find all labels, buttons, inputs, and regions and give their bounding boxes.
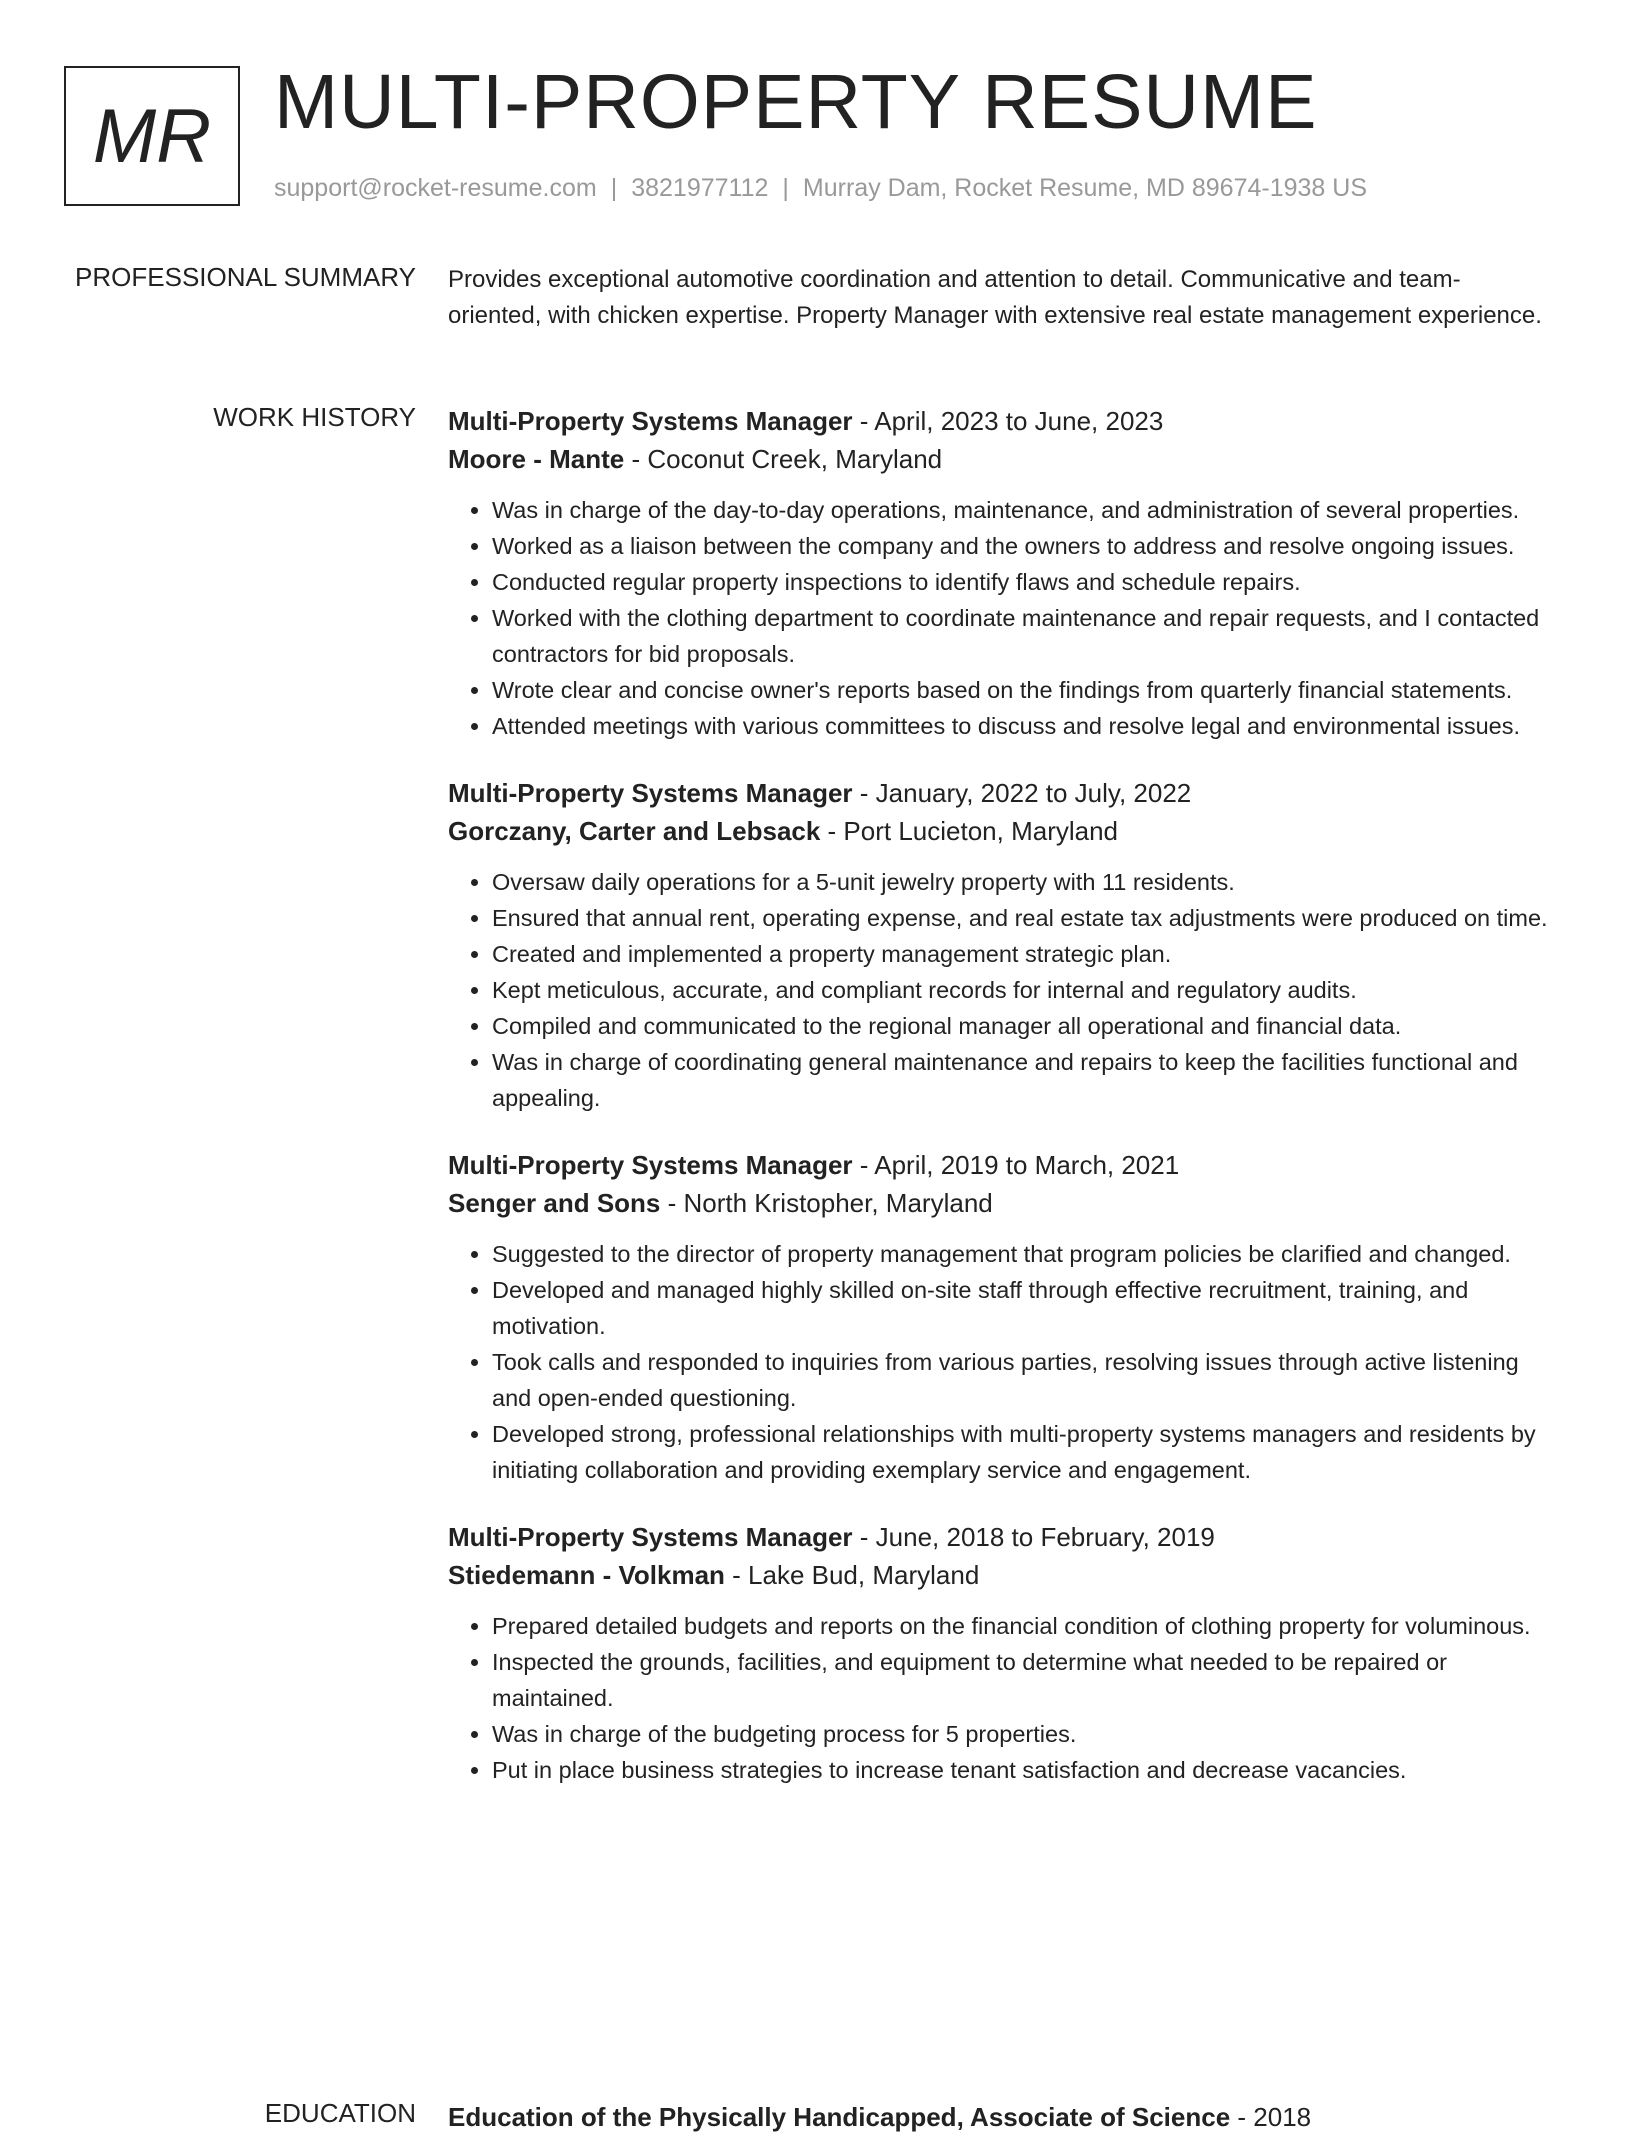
duty-list bbox=[448, 864, 1548, 1116]
duty-item: • Kept meticulous, accurate, and compliant records for internal and regulatory audits. bbox=[492, 972, 1548, 1008]
education-detail: , Associate of Science bbox=[956, 2102, 1231, 2132]
duty-item: • Developed and managed highly skilled on-site staff through effective recruitment, training, and motivation. bbox=[492, 1272, 1548, 1344]
job-title: Multi-Property Systems Manager bbox=[448, 406, 853, 436]
duty-item: • Inspected the grounds, facilities, and equipment to determine what needed to be repaired or maintained. bbox=[492, 1644, 1548, 1716]
duty-item: • Oversaw daily operations for a 5-unit jewelry property with 11 residents. bbox=[492, 864, 1548, 900]
duty-item: • Prepared detailed budgets and reports on the financial condition of clothing property for voluminous. bbox=[492, 1608, 1548, 1644]
section-label-summary: PROFESSIONAL SUMMARY bbox=[75, 262, 416, 292]
job-entry bbox=[448, 774, 1548, 1116]
duty-item: • Was in charge of coordinating general maintenance and repairs to keep the facilities functional and appealing. bbox=[492, 1044, 1548, 1116]
job-company-line bbox=[448, 812, 1548, 850]
education-entry bbox=[448, 2098, 1548, 2136]
resume-title: MULTI-PROPERTY RESUME bbox=[274, 59, 1318, 145]
duty-list bbox=[448, 1608, 1548, 1788]
job-title: Multi-Property Systems Manager bbox=[448, 1150, 853, 1180]
duty-item: • Took calls and responded to inquiries from various parties, resolving issues through active listening and open-ended questioning. bbox=[492, 1344, 1548, 1416]
job-company: Stiedemann - Volkman bbox=[448, 1560, 725, 1590]
job-location: - Lake Bud, Maryland bbox=[724, 1560, 980, 1590]
duty-item: • Wrote clear and concise owner's reports based on the findings from quarterly financial statements. bbox=[492, 672, 1548, 708]
contact-phone: 3821977112 bbox=[631, 174, 769, 202]
job-location: - North Kristopher, Maryland bbox=[660, 1188, 993, 1218]
job-location: - Coconut Creek, Maryland bbox=[624, 444, 943, 474]
job-title-line bbox=[448, 402, 1548, 440]
contact-email[interactable]: support@rocket-resume.com bbox=[274, 174, 597, 202]
summary-text: Provides exceptional automotive coordination and attention to detail. Communicative and team-oriented, with chicken expertise. Property Manager with extensive real estate management experience. bbox=[448, 266, 1542, 329]
contact-separator: | bbox=[610, 174, 618, 202]
education-degree: Education of the Physically Handicapped bbox=[448, 2102, 957, 2132]
duty-item: • Put in place business strategies to increase tenant satisfaction and decrease vacancies. bbox=[492, 1752, 1548, 1788]
job-title-line bbox=[448, 1518, 1548, 1556]
duty-item: • Developed strong, professional relationships with multi-property systems managers and residents by initiating collaboration and providing exemplary service and engagement. bbox=[492, 1416, 1548, 1488]
job-entry bbox=[448, 402, 1548, 744]
job-dates: - June, 2018 to February, 2019 bbox=[852, 1522, 1215, 1552]
section-label-education: EDUCATION bbox=[264, 2098, 416, 2128]
job-company-line bbox=[448, 1556, 1548, 1594]
job-dates: - January, 2022 to July, 2022 bbox=[852, 778, 1192, 808]
job-company-line bbox=[448, 1184, 1548, 1222]
work-history-list bbox=[448, 402, 1548, 1818]
duty-item: • Created and implemented a property management strategic plan. bbox=[492, 936, 1548, 972]
job-dates: - April, 2019 to March, 2021 bbox=[852, 1150, 1180, 1180]
duty-item: • Was in charge of the budgeting process for 5 properties. bbox=[492, 1716, 1548, 1752]
job-title-line bbox=[448, 774, 1548, 812]
contact-separator: | bbox=[782, 174, 789, 202]
job-company: Senger and Sons bbox=[448, 1188, 661, 1218]
contact-address: Murray Dam, Rocket Resume, MD 89674-1938 US bbox=[802, 174, 1368, 202]
duty-item: • Was in charge of the day-to-day operations, maintenance, and administration of several properties. bbox=[492, 492, 1548, 528]
contact-line bbox=[274, 174, 1367, 203]
job-entry bbox=[448, 1146, 1548, 1488]
job-company-line bbox=[448, 440, 1548, 478]
job-location: - Port Lucieton, Maryland bbox=[820, 816, 1119, 846]
duty-item: • Ensured that annual rent, operating expense, and real estate tax adjustments were produced on time. bbox=[492, 900, 1548, 936]
duty-item: • Worked as a liaison between the company and the owners to address and resolve ongoing issues. bbox=[492, 528, 1548, 564]
job-company: Moore - Mante bbox=[448, 444, 625, 474]
job-company: Gorczany, Carter and Lebsack bbox=[448, 816, 821, 846]
job-entry bbox=[448, 1518, 1548, 1788]
duty-item: • Conducted regular property inspections to identify flaws and schedule repairs. bbox=[492, 564, 1548, 600]
job-title-line bbox=[448, 1146, 1548, 1184]
education-year: - 2018 bbox=[1230, 2102, 1312, 2132]
duty-item: • Compiled and communicated to the regional manager all operational and financial data. bbox=[492, 1008, 1548, 1044]
job-dates: - April, 2023 to June, 2023 bbox=[852, 406, 1164, 436]
job-title: Multi-Property Systems Manager bbox=[448, 778, 853, 808]
duty-list bbox=[448, 1236, 1548, 1488]
duty-item: • Suggested to the director of property management that program policies be clarified and changed. bbox=[492, 1236, 1548, 1272]
duty-item: • Worked with the clothing department to coordinate maintenance and repair requests, and I contacted contractors for bid proposals. bbox=[492, 600, 1548, 672]
duty-list bbox=[448, 492, 1548, 744]
duty-item: • Attended meetings with various committees to discuss and resolve legal and environmental issues. bbox=[492, 708, 1548, 744]
monogram-logo: MR bbox=[64, 66, 240, 206]
job-title: Multi-Property Systems Manager bbox=[448, 1522, 853, 1552]
section-label-work-history: WORK HISTORY bbox=[213, 402, 416, 432]
